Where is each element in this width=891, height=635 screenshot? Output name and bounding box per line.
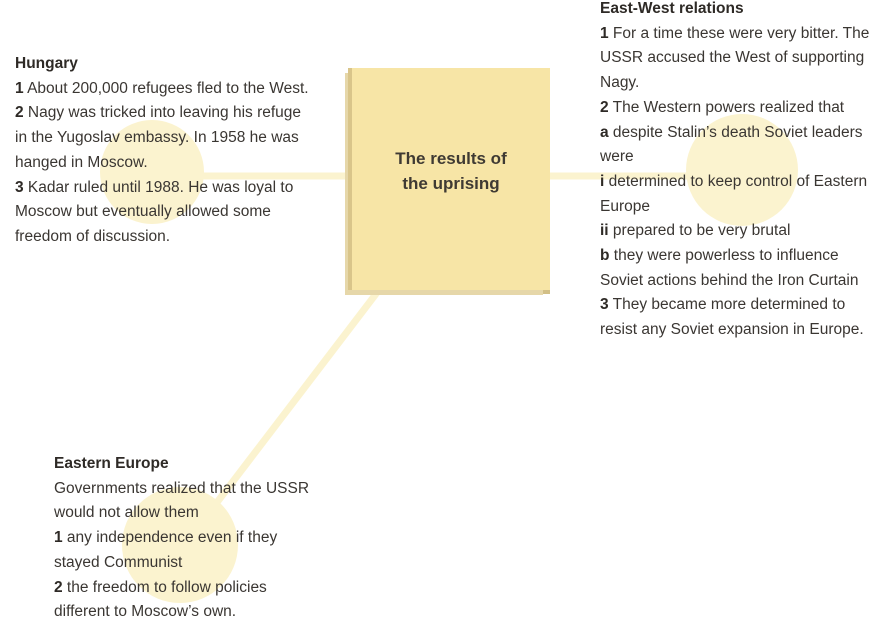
list-item [600, 244, 885, 293]
list-item [54, 576, 314, 625]
item-number: ii [600, 222, 609, 240]
list-item [15, 101, 315, 175]
item-text: Kadar ruled until 1988. He was loyal to Moscow but eventually allowed some freedom of discussion. [15, 178, 294, 245]
hungary-section [15, 52, 315, 250]
center-topic-box [352, 68, 550, 290]
item-text: About 200,000 refugees fled to the West. [23, 79, 309, 97]
item-number: 2 [600, 98, 609, 116]
item-text: the freedom to follow policies different to Moscow’s own. [54, 578, 267, 621]
item-text: despite Stalin’s death Soviet leaders were [600, 123, 863, 166]
list-item [600, 219, 885, 244]
center-topic-title: The results of the uprising [395, 149, 507, 193]
list-item [15, 77, 315, 102]
item-number: 1 [54, 529, 63, 547]
eastern-europe-heading: Eastern Europe [54, 455, 169, 472]
item-text: determined to keep control of Eastern Europe [600, 172, 868, 215]
list-item [600, 121, 885, 170]
eastern-europe-section [54, 452, 314, 625]
item-text: Nagy was tricked into leaving his refuge in the Yugoslav embassy. In 1958 he was hanged in Moscow. [15, 104, 302, 171]
item-number: b [600, 247, 610, 265]
item-text: For a time these were very bitter. The USSR accused the West of supporting Nagy. [600, 24, 870, 92]
item-number: 2 [15, 104, 24, 122]
item-number: 1 [15, 79, 24, 97]
item-number: a [600, 123, 609, 141]
item-text: they were powerless to influence Soviet actions behind the Iron Curtain [600, 247, 859, 289]
item-number: 3 [600, 296, 609, 314]
item-number: 3 [15, 178, 24, 196]
list-item [600, 22, 885, 96]
eastern-europe-intro: Governments realized that the USSR would not allow them [54, 479, 310, 522]
item-text: any independence even if they stayed Communist [54, 529, 278, 571]
hungary-heading: Hungary [15, 55, 78, 72]
item-text: They became more determined to resist any Soviet expansion in Europe. [600, 296, 864, 339]
item-number: 1 [600, 24, 609, 42]
list-item [600, 293, 885, 342]
item-text: prepared to be very brutal [608, 222, 791, 240]
list-item [600, 170, 885, 219]
east-west-section [600, 0, 885, 343]
east-west-heading: East-West relations [600, 0, 744, 17]
item-number: i [600, 172, 605, 190]
item-text: The Western powers realized that [608, 98, 845, 116]
list-item [15, 176, 315, 250]
item-number: 2 [54, 578, 63, 596]
list-item [600, 96, 885, 121]
list-item [54, 526, 314, 575]
